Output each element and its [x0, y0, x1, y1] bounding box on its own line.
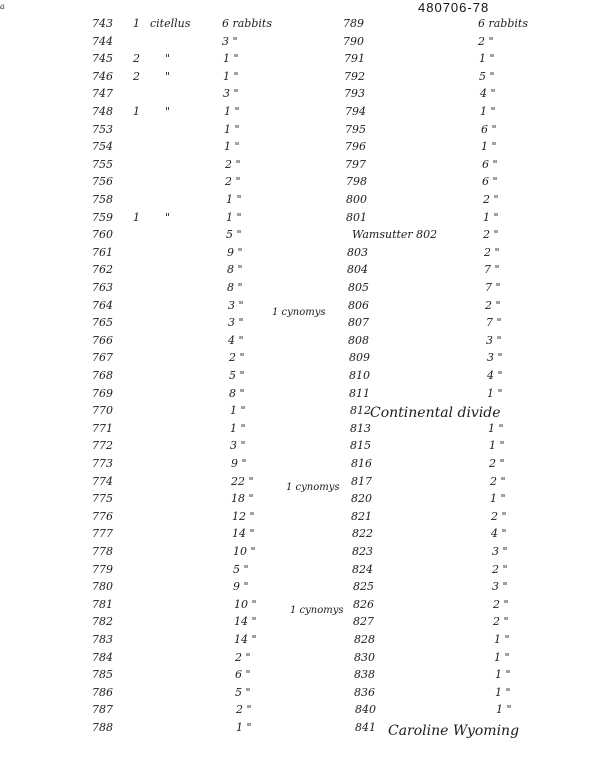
- left-row-count: 1 ": [223, 52, 239, 65]
- right-row-number: 812: [350, 404, 371, 417]
- right-row-count: 6 rabbits: [478, 17, 528, 30]
- right-row-number: 822: [352, 527, 373, 540]
- right-row-number: 827: [353, 615, 374, 628]
- left-row-number: 781: [92, 598, 113, 611]
- left-row-number: 784: [92, 651, 113, 664]
- left-row-count: 6 ": [235, 668, 251, 681]
- left-row-number: 771: [92, 422, 113, 435]
- left-row-number: 753: [92, 123, 113, 136]
- right-row-number: 828: [354, 633, 375, 646]
- right-row-count: 1 ": [487, 387, 503, 400]
- note-continental-divide: Continental divide: [370, 405, 501, 421]
- left-row-count: 1 ": [226, 193, 242, 206]
- right-row-number: 824: [352, 563, 373, 576]
- left-row-number: 748: [92, 105, 113, 118]
- right-row-number: 795: [345, 123, 366, 136]
- right-row-count: 1 ": [495, 668, 511, 681]
- right-row-count: 7 ": [484, 263, 500, 276]
- left-row-col2: ": [165, 105, 171, 118]
- left-row-number: 768: [92, 369, 113, 382]
- left-row-count: 1 ": [236, 721, 252, 734]
- right-row-number: 817: [351, 475, 372, 488]
- left-row-count: 8 ": [227, 263, 243, 276]
- left-row-number: 777: [92, 527, 113, 540]
- right-row-count: 4 ": [487, 369, 503, 382]
- right-row-number: 804: [347, 263, 368, 276]
- right-row-number: 838: [354, 668, 375, 681]
- left-row-number: 761: [92, 246, 113, 259]
- note-cynomys-781: 1 cynomys: [290, 605, 344, 616]
- right-row-number: 794: [345, 105, 366, 118]
- right-row-number: Wamsutter 802: [352, 228, 438, 241]
- left-row-number: 776: [92, 510, 113, 523]
- right-row-number: 820: [351, 492, 372, 505]
- left-row-number: 770: [92, 404, 113, 417]
- right-row-count: 1 ": [495, 686, 511, 699]
- left-row-number: 778: [92, 545, 113, 558]
- left-row-count: 3 ": [222, 35, 238, 48]
- left-row-count: 5 ": [233, 563, 249, 576]
- left-row-col2: ": [165, 52, 171, 65]
- right-row-number: 806: [348, 299, 369, 312]
- right-row-count: 6 ": [482, 158, 498, 171]
- right-row-count: 3 ": [492, 580, 508, 593]
- right-row-number: 830: [354, 651, 375, 664]
- left-row-number: 774: [92, 475, 113, 488]
- left-row-number: 787: [92, 703, 113, 716]
- note-cynomys-774: 1 cynomys: [286, 482, 340, 493]
- left-row-count: 2 ": [229, 351, 245, 364]
- left-row-count: 1 ": [224, 140, 240, 153]
- right-row-count: 6 ": [481, 123, 497, 136]
- right-row-number: 826: [353, 598, 374, 611]
- right-row-count: 1 ": [494, 651, 510, 664]
- left-row-count: 6 rabbits: [222, 17, 272, 30]
- right-row-count: 2 ": [485, 299, 501, 312]
- left-row-number: 758: [92, 193, 113, 206]
- right-row-count: 3 ": [492, 545, 508, 558]
- left-row-col2: ": [165, 70, 171, 83]
- right-row-count: 2 ": [489, 457, 505, 470]
- right-row-count: 1 ": [496, 703, 512, 716]
- left-row-count: 5 ": [229, 369, 245, 382]
- left-row-number: 759: [92, 211, 113, 224]
- right-row-count: 1 ": [481, 140, 497, 153]
- right-row-number: 791: [344, 52, 365, 65]
- right-row-number: 807: [348, 316, 369, 329]
- right-row-count: 3 ": [487, 351, 503, 364]
- right-row-number: 798: [346, 175, 367, 188]
- right-row-number: 790: [343, 35, 364, 48]
- right-row-count: 2 ": [483, 228, 499, 241]
- right-row-number: 796: [345, 140, 366, 153]
- left-row-number: 746: [92, 70, 113, 83]
- left-row-number: 756: [92, 175, 113, 188]
- right-row-count: 1 ": [480, 105, 496, 118]
- right-row-number: 816: [351, 457, 372, 470]
- right-row-count: 1 ": [483, 211, 499, 224]
- note-caroline-wyoming: Caroline Wyoming: [388, 723, 520, 739]
- left-row-col1: 1: [133, 17, 140, 30]
- left-row-col1: 2: [133, 52, 140, 65]
- left-row-number: 785: [92, 668, 113, 681]
- right-row-count: 2 ": [493, 615, 509, 628]
- right-row-count: 2 ": [490, 475, 506, 488]
- right-row-number: 805: [348, 281, 369, 294]
- left-row-count: 1 ": [224, 105, 240, 118]
- left-row-col1: 1: [133, 211, 140, 224]
- left-row-number: 780: [92, 580, 113, 593]
- left-row-count: 14 ": [234, 633, 257, 646]
- right-row-number: 841: [355, 721, 376, 734]
- document-id: 480706-78: [418, 0, 490, 15]
- right-row-count: 4 ": [480, 87, 496, 100]
- note-cynomys-764: 1 cynomys: [272, 307, 326, 318]
- left-row-count: 10 ": [234, 598, 257, 611]
- left-row-number: 745: [92, 52, 113, 65]
- right-row-count: 2 ": [493, 598, 509, 611]
- left-row-count: 9 ": [227, 246, 243, 259]
- left-row-number: 764: [92, 299, 113, 312]
- left-row-count: 2 ": [236, 703, 252, 716]
- left-row-number: 755: [92, 158, 113, 171]
- left-row-count: 12 ": [232, 510, 255, 523]
- left-row-number: 744: [92, 35, 113, 48]
- right-row-number: 813: [350, 422, 371, 435]
- right-row-number: 797: [345, 158, 366, 171]
- left-row-number: 762: [92, 263, 113, 276]
- right-row-count: 2 ": [492, 563, 508, 576]
- left-row-count: 14 ": [234, 615, 257, 628]
- left-row-number: 766: [92, 334, 113, 347]
- right-row-number: 815: [350, 439, 371, 452]
- right-row-number: 792: [344, 70, 365, 83]
- left-row-count: 5 ": [226, 228, 242, 241]
- right-row-number: 793: [344, 87, 365, 100]
- left-row-count: 2 ": [235, 651, 251, 664]
- left-row-number: 763: [92, 281, 113, 294]
- right-row-count: 2 ": [478, 35, 494, 48]
- left-row-count: 1 ": [230, 422, 246, 435]
- left-row-count: 8 ": [229, 387, 245, 400]
- left-row-number: 743: [92, 17, 113, 30]
- right-row-number: 808: [348, 334, 369, 347]
- right-row-count: 7 ": [485, 281, 501, 294]
- left-row-count: 3 ": [223, 87, 239, 100]
- left-row-count: 22 ": [231, 475, 254, 488]
- left-row-count: 4 ": [228, 334, 244, 347]
- left-row-number: 788: [92, 721, 113, 734]
- left-row-count: 1 ": [230, 404, 246, 417]
- left-row-number: 769: [92, 387, 113, 400]
- right-row-number: 810: [349, 369, 370, 382]
- right-row-count: 2 ": [484, 246, 500, 259]
- left-row-count: 5 ": [235, 686, 251, 699]
- right-row-count: 1 ": [494, 633, 510, 646]
- left-row-count: 3 ": [230, 439, 246, 452]
- left-row-number: 775: [92, 492, 113, 505]
- left-row-count: 9 ": [233, 580, 249, 593]
- right-row-number: 809: [349, 351, 370, 364]
- right-row-count: 1 ": [488, 422, 504, 435]
- left-row-number: 772: [92, 439, 113, 452]
- right-row-count: 3 ": [486, 334, 502, 347]
- right-row-count: 1 ": [490, 492, 506, 505]
- left-row-count: 1 ": [223, 70, 239, 83]
- right-row-number: 803: [347, 246, 368, 259]
- right-row-count: 6 ": [482, 175, 498, 188]
- right-row-count: 1 ": [479, 52, 495, 65]
- right-row-count: 7 ": [486, 316, 502, 329]
- corner-mark: a: [0, 2, 5, 11]
- left-row-col2: citellus: [150, 17, 191, 30]
- left-row-number: 783: [92, 633, 113, 646]
- left-row-count: 14 ": [232, 527, 255, 540]
- left-row-number: 754: [92, 140, 113, 153]
- right-row-number: 789: [343, 17, 364, 30]
- right-row-number: 836: [354, 686, 375, 699]
- left-row-number: 747: [92, 87, 113, 100]
- left-row-count: 2 ": [225, 175, 241, 188]
- right-row-number: 801: [346, 211, 367, 224]
- left-row-number: 773: [92, 457, 113, 470]
- left-row-number: 779: [92, 563, 113, 576]
- left-row-count: 9 ": [231, 457, 247, 470]
- right-row-number: 823: [352, 545, 373, 558]
- left-row-col2: ": [165, 211, 171, 224]
- left-row-count: 1 ": [224, 123, 240, 136]
- right-row-number: 840: [355, 703, 376, 716]
- right-row-count: 5 ": [479, 70, 495, 83]
- left-row-number: 765: [92, 316, 113, 329]
- right-row-count: 2 ": [491, 510, 507, 523]
- right-row-count: 4 ": [491, 527, 507, 540]
- left-row-count: 8 ": [227, 281, 243, 294]
- right-row-count: 2 ": [483, 193, 499, 206]
- right-row-number: 825: [353, 580, 374, 593]
- left-row-count: 10 ": [233, 545, 256, 558]
- right-row-number: 811: [349, 387, 370, 400]
- right-row-count: 1 ": [489, 439, 505, 452]
- left-row-number: 782: [92, 615, 113, 628]
- right-row-number: 800: [346, 193, 367, 206]
- left-row-count: 3 ": [228, 316, 244, 329]
- left-row-count: 3 ": [228, 299, 244, 312]
- left-row-number: 786: [92, 686, 113, 699]
- left-row-col1: 2: [133, 70, 140, 83]
- left-row-count: 2 ": [225, 158, 241, 171]
- left-row-count: 18 ": [231, 492, 254, 505]
- left-row-count: 1 ": [226, 211, 242, 224]
- left-row-number: 760: [92, 228, 113, 241]
- left-row-col1: 1: [133, 105, 140, 118]
- left-row-number: 767: [92, 351, 113, 364]
- right-row-number: 821: [351, 510, 372, 523]
